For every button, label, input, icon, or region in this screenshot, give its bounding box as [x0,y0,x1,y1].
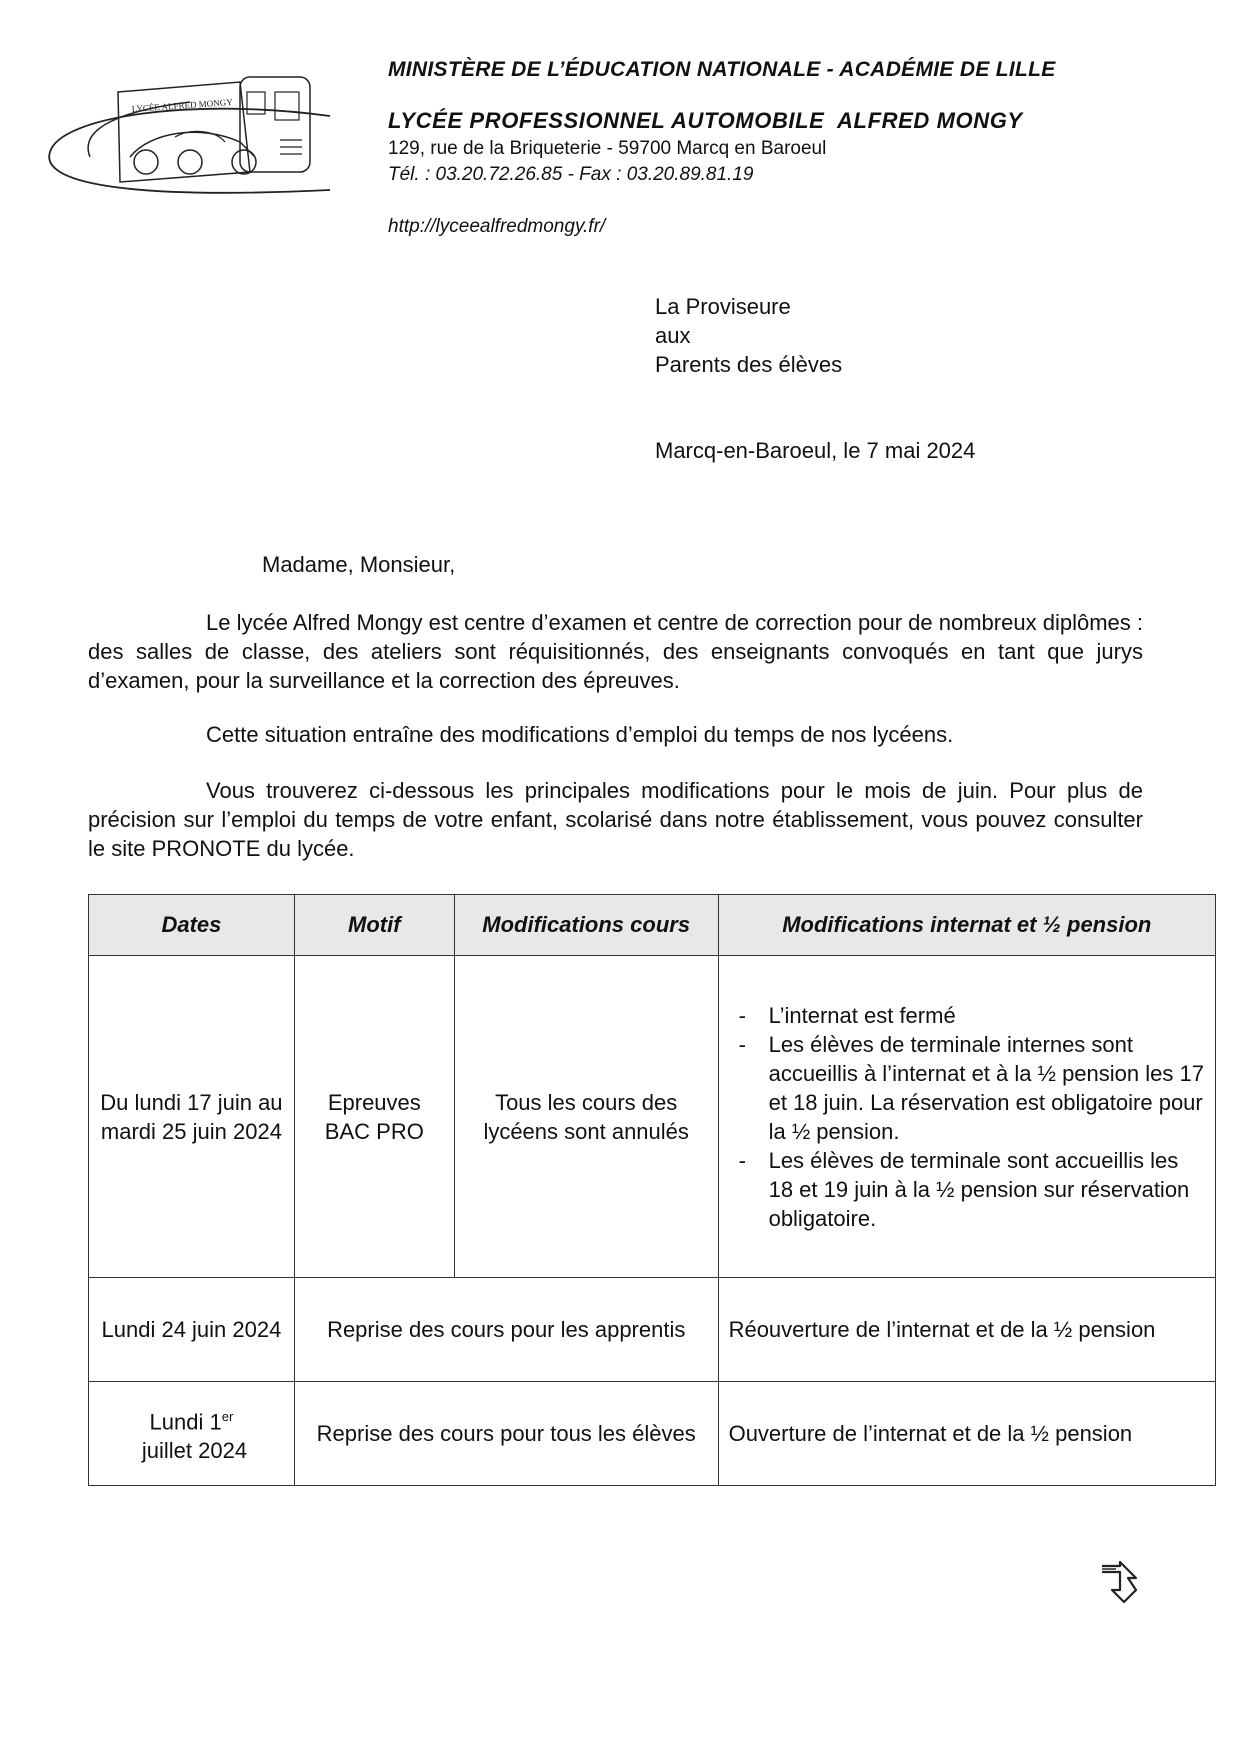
paragraph-3: Vous trouverez ci-dessous les principales modifications pour le mois de juin. Pour plus de précision sur l’emploi du temps de votre enfant, scolarisé dans notre établissement, vous pouvez consulter le site PRONOTE du lycée. [88,778,1143,861]
cell-cours: Tous les cours des lycéens sont annulés [454,956,718,1278]
dates-prefix: Lundi 1 [149,1409,222,1435]
header-modifications-cours: Modifications cours [454,895,718,956]
cell-dates: Lundi 24 juin 2024 [89,1278,295,1382]
school-name: LYCÉE PROFESSIONNEL AUTOMOBILE ALFRED MONGY [388,108,1023,133]
table-header-row [89,895,1216,956]
header-motif: Motif [294,895,454,956]
letter-date: Marcq-en-Baroeul, le 7 mai 2024 [655,438,976,463]
cell-internat: Ouverture de l’internat et de la ½ pension [718,1382,1215,1486]
paragraph-1: Le lycée Alfred Mongy est centre d’examen et centre de correction pour de nombreux diplômes : des salles de classe, des ateliers sont réquisitionnés, des enseignants convoqués en tant que jurys d’examen, pour la surveillance et la correction des épreuves. [88,610,1143,693]
cell-dates: Du lundi 17 juin au mardi 25 juin 2024 [89,956,295,1278]
cell-cours: Reprise des cours pour les apprentis [294,1278,718,1382]
cell-internat [718,956,1215,1278]
list-item: - L’internat est fermé [769,1001,1205,1030]
header-modifications-internat: Modifications internat et ½ pension [718,895,1215,956]
modifications-table [88,894,1216,1486]
header-dates: Dates [89,895,295,956]
table-row [89,1382,1216,1486]
paragraph-2: Cette situation entraîne des modifications d’emploi du temps de nos lycéens. [206,722,954,747]
salutation: Madame, Monsieur, [262,552,456,577]
recipient-block [655,292,842,379]
dates-superscript: er [221,1408,234,1424]
cell-motif: Epreuves BAC PRO [294,956,454,1278]
table-row [89,956,1216,1278]
cell-cours: Reprise des cours pour tous les élèves [294,1382,718,1486]
table-row [89,1278,1216,1382]
school-logo [40,62,340,202]
list-item: - Les élèves de terminale internes sont accueillis à l’internat et à la ½ pension les 17 et 18 juin. La réservation est obligatoire pour la ½ pension. [769,1030,1205,1146]
cell-dates [89,1382,295,1486]
internat-list [739,1001,1205,1233]
dates-suffix: juillet 2024 [135,1438,248,1464]
list-item: - Les élèves de terminale sont accueillis les 18 et 19 juin à la ½ pension sur réservation obligatoire. [769,1146,1205,1233]
school-address: 129, rue de la Briqueterie - 59700 Marcq en Baroeul [388,138,827,159]
recipient-line-1: La Proviseure [655,294,791,319]
ministry-heading: MINISTÈRE DE L’ÉDUCATION NATIONALE - ACADÉMIE DE LILLE [388,58,1056,81]
svg-text:LYCÉE ALFRED MONGY: LYCÉE ALFRED MONGY [131,96,234,114]
cell-internat: Réouverture de l’internat et de la ½ pension [718,1278,1215,1382]
school-logo-drawing [40,62,340,202]
school-phone: Tél. : 03.20.72.26.85 - Fax : 03.20.89.81.19 [388,164,754,185]
recipient-line-2: aux [655,323,691,348]
recipient-line-3: Parents des élèves [655,352,843,377]
next-page-arrow-icon [1098,1560,1146,1608]
school-website[interactable]: http://lyceealfredmongy.fr/ [388,216,606,237]
